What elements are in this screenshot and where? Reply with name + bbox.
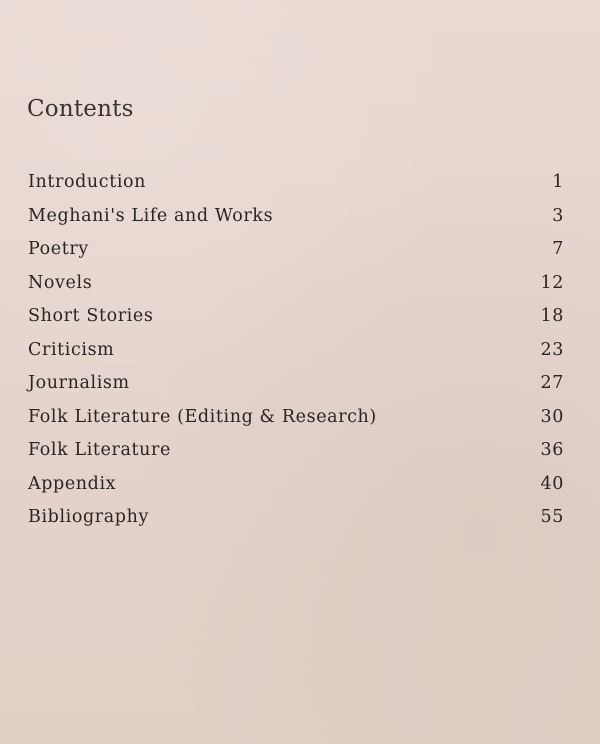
toc-entry-title: Novels: [28, 272, 93, 293]
toc-entry-folk-literature: [28, 434, 564, 468]
toc-entry-page: 36: [540, 440, 564, 460]
toc-entry-poetry: [28, 233, 564, 267]
toc-entry-page: 12: [540, 272, 564, 293]
toc-entry-folk-literature-editing: [28, 401, 564, 435]
toc-entry-journalism: [28, 367, 564, 401]
toc-entry-title: Bibliography: [28, 507, 149, 527]
toc-entry-page: 40: [540, 473, 564, 494]
toc-entry-page: 7: [552, 239, 564, 259]
toc-entry-title: Poetry: [28, 239, 89, 259]
toc-entry-page: 18: [540, 306, 564, 326]
toc-entry-short-stories: [28, 300, 564, 334]
toc-entry-title: Criticism: [28, 339, 115, 360]
toc-entry-title: Journalism: [28, 373, 130, 393]
toc-entry-page: 55: [540, 507, 564, 527]
toc-entry-page: 1: [552, 172, 564, 192]
toc-entry-page: 23: [540, 339, 564, 360]
toc-entry-criticism: [28, 334, 564, 368]
toc-entry-novels: [28, 267, 564, 301]
toc-entry-title: Folk Literature (Editing & Research): [28, 406, 377, 427]
toc-entry-page: 27: [540, 373, 564, 393]
toc-entry-page: 3: [552, 205, 564, 226]
toc-entry-title: Appendix: [28, 473, 117, 494]
contents-heading: Contents: [27, 96, 134, 122]
toc-entry-page: 30: [540, 406, 564, 427]
toc-entry-bibliography: [28, 501, 564, 535]
table-of-contents: [28, 166, 564, 535]
toc-entry-title: Meghani's Life and Works: [28, 205, 274, 226]
toc-entry-life-and-works: [28, 200, 564, 234]
toc-entry-title: Short Stories: [28, 306, 154, 326]
toc-entry-appendix: [28, 468, 564, 502]
toc-entry-introduction: [28, 166, 564, 200]
toc-entry-title: Introduction: [28, 172, 147, 192]
toc-entry-title: Folk Literature: [28, 440, 171, 460]
